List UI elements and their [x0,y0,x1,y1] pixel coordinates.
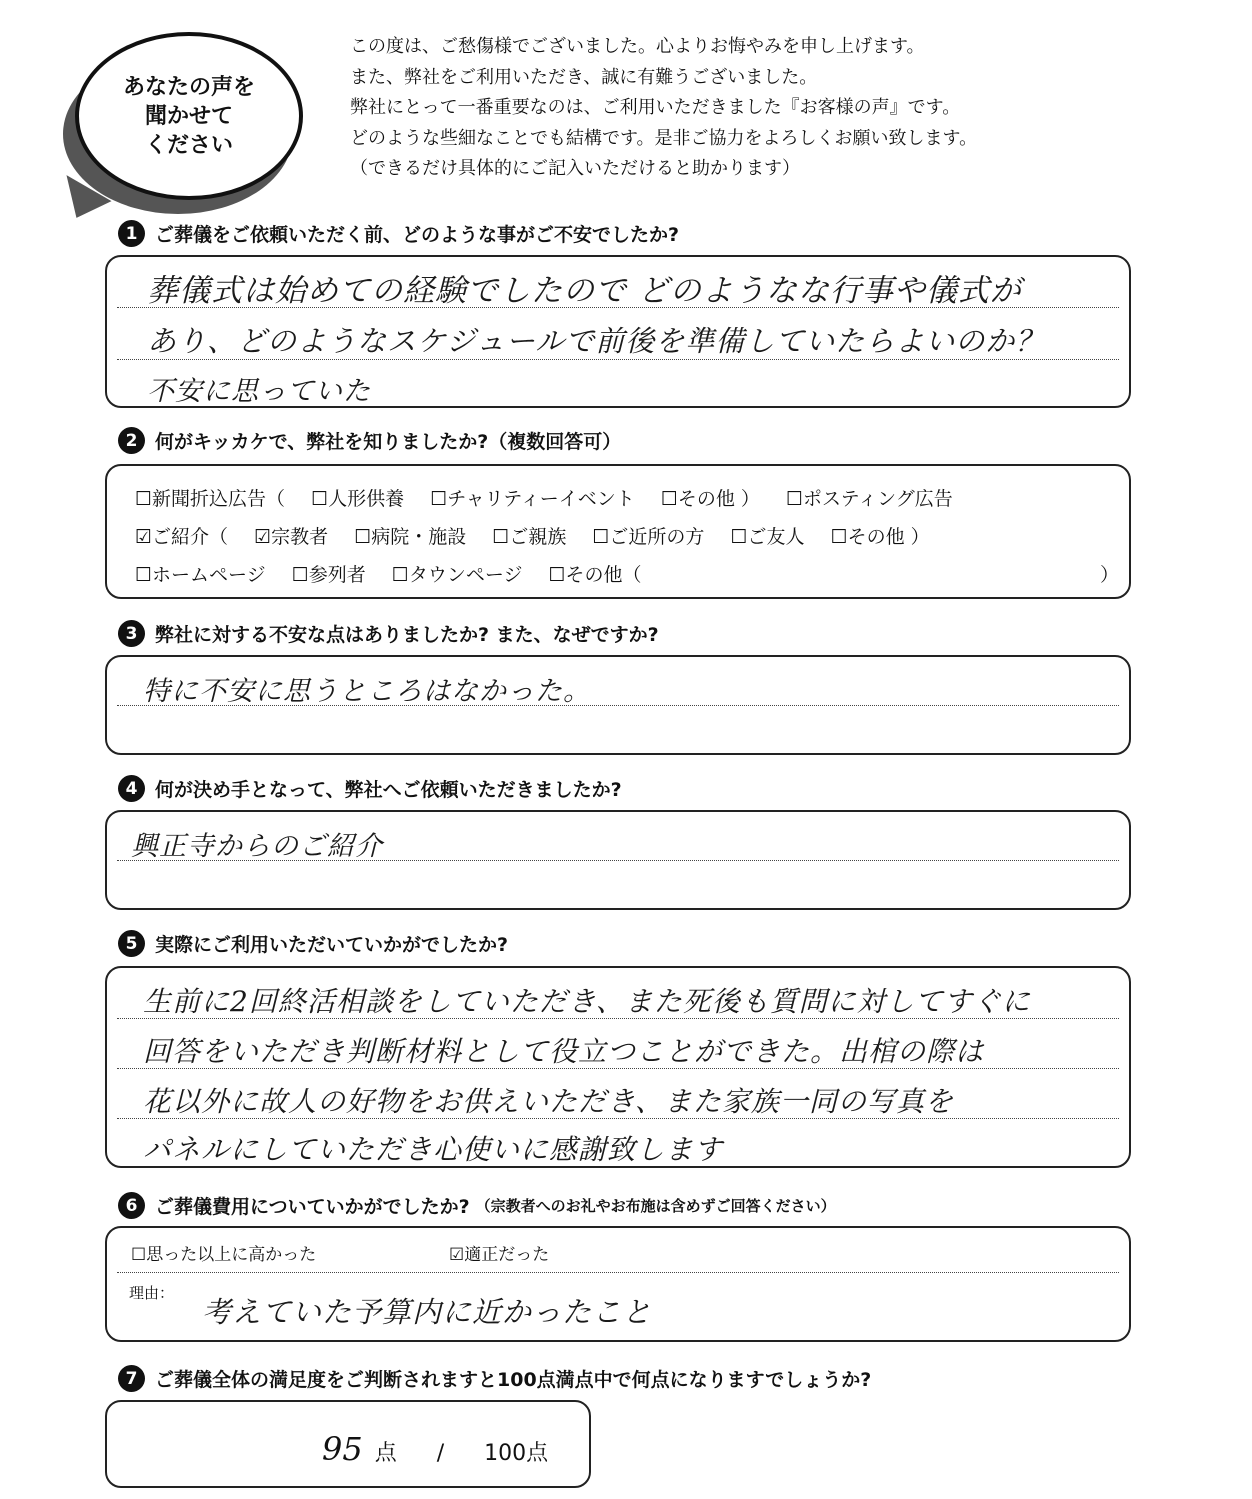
answer-box-5[interactable] [105,966,1131,1168]
question-number: 7 [118,1365,145,1392]
question-number: 6 [118,1192,145,1219]
handwritten-answer: 葬儀式は始めての経験でしたので どのようなな行事や儀式が [147,273,1022,309]
handwritten-answer: 生前に2回終活相談をしていただき、また死後も質問に対してすぐに [143,985,1031,1018]
option-other-3[interactable]: ☐その他（ [548,564,642,586]
answer-box-4[interactable] [105,810,1131,910]
score-row [322,1430,548,1468]
intro-line: 弊社にとって一番重要なのは、ご利用いただきました『お客様の声』です。 [350,97,961,118]
handwritten-answer: 不安に思っていた [147,376,371,407]
answer-box-6[interactable] [105,1226,1131,1342]
score-max: 100点 [484,1441,549,1466]
writing-line [117,1272,1119,1273]
question-number: 4 [118,775,145,802]
question-7 [118,1365,871,1392]
question-note: （宗教者へのお礼やお布施は含めずご回答ください） [475,1197,836,1215]
score-box[interactable] [105,1400,591,1488]
option-appropriate[interactable]: ☑適正だった [449,1245,550,1265]
handwritten-answer: 興正寺からのご紹介 [131,831,383,862]
voice-bubble [55,28,315,218]
intro-line: （できるだけ具体的にご記入いただけると助かります） [350,158,800,179]
handwritten-answer: パネルにしていただき心使いに感謝致します [143,1133,724,1166]
question-title: 何が決め手となって、弊社へご依頼いただきましたか? [155,779,622,801]
answer-box-3[interactable] [105,655,1131,755]
question-number: 5 [118,930,145,957]
score-value: 95 [322,1430,363,1468]
handwritten-answer: あり、どのようなスケジュールで前後を準備していたらよいのか？ [147,324,1046,358]
question-3 [118,620,659,647]
question-title: 何がキッカケで、弊社を知りましたか?（複数回答可） [155,431,622,453]
score-unit: 点 [374,1441,397,1466]
answer-box-1[interactable] [105,255,1131,408]
option-neighbors[interactable]: ☐ご近所の方 [592,526,705,548]
handwritten-answer: 回答をいただき判断材料として役立つことができた。出棺の際は [143,1035,985,1068]
option-religious[interactable]: ☑宗教者 [254,526,329,548]
question-title: ご葬儀全体の満足度をご判断されますと100点満点中で何点になりますでしょうか? [155,1369,872,1391]
score-slash: / [436,1441,445,1466]
handwritten-answer: 花以外に故人の好物をお供えいただき、また家族一同の写真を [143,1085,954,1118]
reason-label: 理由： [129,1284,175,1302]
intro-text [350,32,1240,185]
handwritten-reason: 考えていた予算内に近かったこと [202,1295,653,1329]
bubble-body [75,32,303,200]
question-title: ご葬儀をご依頼いただく前、どのような事がご不安でしたか? [155,224,680,246]
option-doll-memorial[interactable]: ☐人形供養 [311,488,405,510]
intro-line: また、弊社をご利用いただき、誠に有難うございました。 [350,66,818,88]
option-hospital[interactable]: ☐病院・施設 [354,526,467,548]
option-charity-event[interactable]: ☐チャリティーイベント [430,488,635,510]
intro-line: どのような些細なことでも結構です。是非ご協力をよろしくお願い致します。 [350,127,978,149]
option-row [135,522,950,549]
option-row [449,1240,569,1265]
option-row [135,484,973,511]
question-title: ご葬儀費用についていかがでしたか? [155,1196,470,1218]
handwritten-answer: 特に不安に思うところはなかった。 [143,676,591,707]
option-newspaper[interactable]: ☐新聞折込広告（ [135,488,286,510]
question-6 [118,1192,836,1219]
question-4 [118,775,622,802]
option-other-2[interactable]: ☐その他 ） [830,526,930,548]
option-close-paren: ） [1100,564,1120,586]
option-too-expensive[interactable]: ☐思った以上に高かった [131,1245,317,1265]
option-attendee[interactable]: ☐参列者 [291,564,366,586]
option-friends[interactable]: ☐ご友人 [730,526,805,548]
question-title: 実際にご利用いただいていかがでしたか? [155,934,509,956]
question-title: 弊社に対する不安な点はありましたか? また、なぜですか? [155,624,659,646]
question-number: 3 [118,620,145,647]
intro-line: この度は、ご愁傷様でございました。心よりお悔やみを申し上げます。 [350,36,925,57]
option-row [131,1240,336,1265]
option-other-1[interactable]: ☐その他 ） [660,488,760,510]
question-number: 2 [118,427,145,454]
answer-box-2[interactable] [105,464,1131,599]
option-posting-ad[interactable]: ☐ポスティング広告 [785,488,953,510]
option-homepage[interactable]: ☐ホームページ [135,564,266,586]
option-row [135,560,1120,587]
question-number: 1 [118,220,145,247]
question-2 [118,427,621,454]
question-5 [118,930,508,957]
option-referral[interactable]: ☑ご紹介（ [135,526,229,548]
option-townpage[interactable]: ☐タウンページ [391,564,523,586]
question-1 [118,220,679,247]
option-relatives[interactable]: ☐ご親族 [492,526,567,548]
bubble-text: あなたの声を 聞かせて ください [122,74,255,158]
